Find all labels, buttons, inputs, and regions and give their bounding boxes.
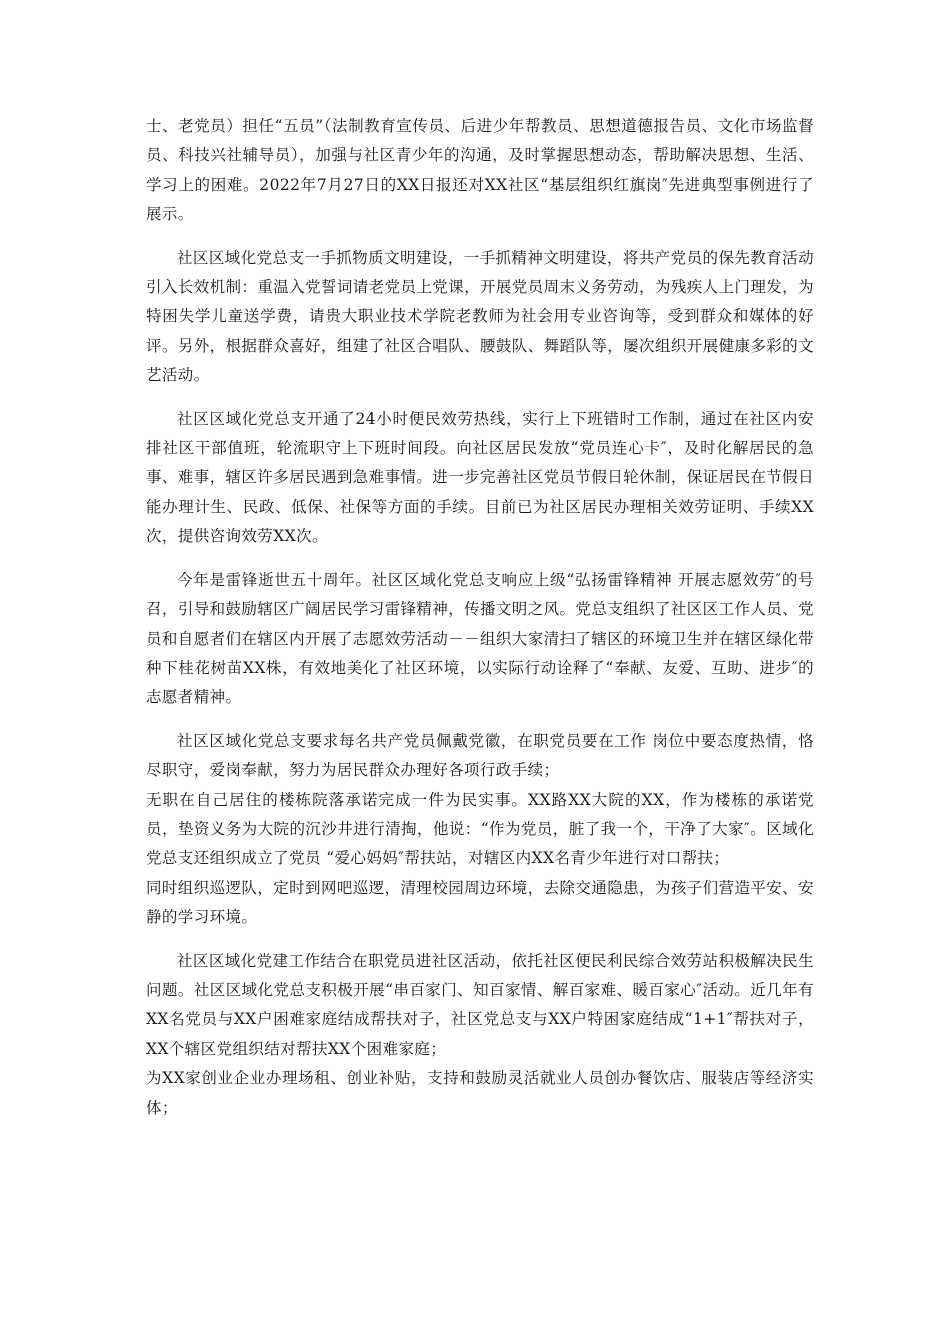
paragraph-block — [146, 112, 814, 230]
paragraph-text: 士、老党员）担任“五员”（法制教育宣传员、后进少年帮教员、思想道德报告员、文化市场监督员、科技兴社辅导员），加强与社区青少年的沟通，及时掌握思想动态，帮助解决思想、生活、学习上的困难。2022年7月27日的XX日报还对XX社区“基层组织红旗岗″先进典型事例进行了展示。 — [146, 117, 814, 224]
paragraph-block — [146, 244, 814, 391]
paragraph-text: 社区区域化党总支要求每名共产党员佩戴党徽，在职党员要在工作 岗位中要态度热情，恪尽职守，爱岗奉献，努力为居民群众办理好各项行政手续； — [146, 731, 814, 780]
paragraph-block — [146, 947, 814, 1123]
paragraph-text: 同时组织巡逻队，定时到网吧巡逻，清理校园周边环境，去除交通隐患，为孩子们营造平安、安静的学习环境。 — [146, 878, 814, 927]
paragraph-text: 社区区域化党总支一手抓物质文明建设，一手抓精神文明建设，将共产党员的保先教育活动引入长效机制：重温入党誓词请老党员上党课，开展党员周末义务劳动，为残疾人上门理发，为特困失学儿童送学费，请贵大职业技术学院老教师为社会用专业咨询等，受到群众和媒体的好评。另外，根据群众喜好，组建了社区合唱队、腰鼓队、舞蹈队等，屡次组织开展健康多彩的文艺活动。 — [146, 248, 814, 385]
paragraph-text: 无职在自己居住的楼栋院落承诺完成一件为民实事。XX路XX大院的XX，作为楼栋的承诺党员，垫资义务为大院的沉沙井进行清掏，他说：“作为党员，脏了我一个，干净了大家″。区域化党总支还组织成立了党员 “爱心妈妈″帮扶站，对辖区内XX名青少年进行对口帮扶； — [146, 790, 814, 868]
paragraph-text: 今年是雷锋逝世五十周年。社区区域化党总支响应上级“弘扬雷锋精神 开展志愿效劳″的号召，引导和鼓励辖区广阔居民学习雷锋精神，传播文明之风。党总支组织了社区区工作人员、党员和自愿者们在辖区内开展了志愿效劳活动－－组织大家清扫了辖区的环境卫生并在辖区绿化带种下桂花树苗XX株，有效地美化了社区环境，以实际行动诠释了“奉献、友爱、互助、进步″的志愿者精神。 — [146, 570, 814, 707]
document-page — [146, 112, 814, 1137]
paragraph-block — [146, 566, 814, 713]
paragraph-block — [146, 727, 814, 933]
paragraph-text: 社区区域化党建工作结合在职党员进社区活动，依托社区便民利民综合效劳站积极解决民生问题。社区区域化党总支积极开展“串百家门、知百家情、解百家难、暖百家心″活动。近几年有XX名党员与XX户困难家庭结成帮扶对子，社区党总支与XX户特困家庭结成“1+1″帮扶对子，XX个辖区党组织结对帮扶XX个困难家庭； — [146, 951, 814, 1058]
paragraph-text: 为XX家创业企业办理场租、创业补贴，支持和鼓励灵活就业人员创办餐饮店、服装店等经济实体； — [146, 1069, 814, 1117]
paragraph-text: 社区区域化党总支开通了24小时便民效劳热线，实行上下班错时工作制，通过在社区内安排社区干部值班，轮流职守上下班时间段。向社区居民发放“党员连心卡″，及时化解居民的急事、难事，辖区许多居民遇到急难事情。进一步完善社区党员节假日轮休制，保证居民在节假日能办理计生、民政、低保、社保等方面的手续。目前已为社区居民办理相关效劳证明、手续XX次，提供咨询效劳XX次。 — [146, 409, 814, 546]
paragraph-block — [146, 405, 814, 552]
